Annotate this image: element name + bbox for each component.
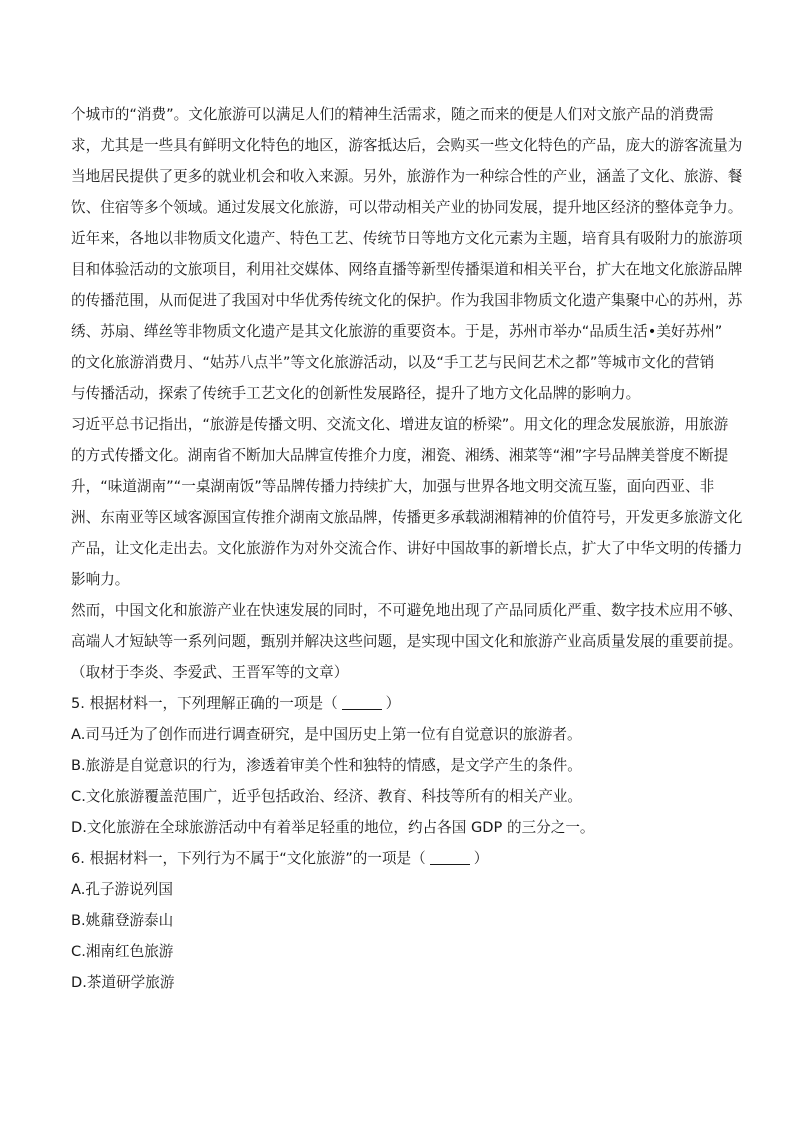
- option-c: C.文化旅游覆盖范围广，近乎包括政治、经济、教育、科技等所有的相关产业。: [71, 788, 583, 805]
- option-a: A.司马迁为了创作而进行调查研究，是中国历史上第一位有自觉意识的旅游者。: [71, 726, 582, 743]
- text-line: 当地居民提供了更多的就业机会和收入来源。另外，旅游作为一种综合性的产业，涵盖了文化、旅游、餐: [71, 168, 743, 185]
- text-line: 习近平总书记指出，“旅游是传播文明、交流文化、增进友谊的桥梁”。用文化的理念发展旅游，用旅游: [71, 416, 729, 433]
- question-stem-close: ）: [385, 695, 401, 712]
- question-stem: [71, 688, 725, 719]
- text-line: 然而，中国文化和旅游产业在快速发展的同时，不可避免地出现了产品同质化严重、数字技术应用不够、: [71, 602, 743, 619]
- text-line: 饮、住宿等多个领域。通过发展文化旅游，可以带动相关产业的协同发展，提升地区经济的整体竞争力。: [71, 199, 743, 216]
- option-d: D.茶道研学旅游: [71, 974, 175, 991]
- text-line: 与传播活动，探索了传统手工艺文化的创新性发展路径，提升了地方文化品牌的影响力。: [71, 385, 641, 402]
- text-line: 绣、苏扇、缂丝等非物质文化遗产是其文化旅游的重要资本。于是，苏州市举办“品质生活•美好苏州”: [71, 323, 723, 340]
- text-line: 的传播范围，从而促进了我国对中华优秀传统文化的保护。作为我国非物质文化遗产集聚中心的苏州，苏: [71, 292, 743, 309]
- passage-paragraph-2: [71, 223, 743, 409]
- text-line: 洲、东南亚等区域客源国宣传推介湖南文旅品牌，传播更多承载湖湘精神的价值符号，开发更多旅游文化: [71, 509, 743, 526]
- passage-paragraph-1: [71, 99, 743, 223]
- question-stem-text: 6. 根据材料一，下列行为不属于“文化旅游”的一项是（: [71, 850, 426, 867]
- text-line: 的文化旅游消费月、“姑苏八点半”等文化旅游活动，以及“手工艺与民间艺术之都”等城市文化的营销: [71, 354, 715, 371]
- text-line: 目和体验活动的文旅项目，利用社交媒体、网络直播等新型传播渠道和相关平台，扩大在地文化旅游品牌: [71, 261, 743, 278]
- text-line: 升，“味道湖南”“一桌湖南饭”等品牌传播力持续扩大，加强与世界各地文明交流互鉴，面向西亚、非: [71, 478, 715, 495]
- question-stem-text: 5. 根据材料一，下列理解正确的一项是（: [71, 695, 338, 712]
- text-line: 高端人才短缺等一系列问题，甄别并解决这些问题，是实现中国文化和旅游产业高质量发展的重要前提。: [71, 633, 743, 650]
- text-line: 产品，让文化走出去。文化旅游作为对外交流合作、讲好中国故事的新增长点，扩大了中华文明的传播力: [71, 540, 743, 557]
- text-line: 求，尤其是一些具有鲜明文化特色的地区，游客抵达后，会购买一些文化特色的产品，庞大的游客流量为: [71, 137, 743, 154]
- text-line: 近年来，各地以非物质文化遗产、特色工艺、传统节日等地方文化元素为主题，培育具有吸附力的旅游项: [71, 230, 743, 247]
- question-stem-close: ）: [473, 850, 489, 867]
- option-b: B.旅游是自觉意识的行为，渗透着审美个性和独特的情感，是文学产生的条件。: [71, 757, 582, 774]
- text-line: 影响力。: [71, 571, 130, 588]
- question-6: [71, 843, 725, 998]
- question-5: [71, 688, 725, 843]
- option-c: C.湘南红色旅游: [71, 943, 174, 960]
- answer-blank[interactable]: [342, 695, 382, 710]
- text-line: 个城市的“消费”。文化旅游可以满足人们的精神生活需求，随之而来的便是人们对文旅产品的消费需: [71, 106, 714, 123]
- answer-blank[interactable]: [430, 850, 470, 865]
- text-line: 的方式传播文化。湖南省不断加大品牌宣传推介力度，湘瓷、湘绣、湘菜等“湘”字号品牌美誉度不断提: [71, 447, 729, 464]
- passage-paragraph-4: [71, 595, 743, 657]
- option-a: A.孔子游说列国: [71, 881, 173, 898]
- option-b: B.姚鼐登游泰山: [71, 912, 174, 929]
- source-citation: （取材于李炎、李爱武、王晋军等的文章）: [71, 664, 349, 681]
- question-stem: [71, 843, 725, 874]
- passage-paragraph-3: [71, 409, 743, 595]
- document-page: [71, 99, 743, 998]
- option-d: D.文化旅游在全球旅游活动中有着举足轻重的地位，约占各国 GDP 的三分之一。: [71, 819, 595, 836]
